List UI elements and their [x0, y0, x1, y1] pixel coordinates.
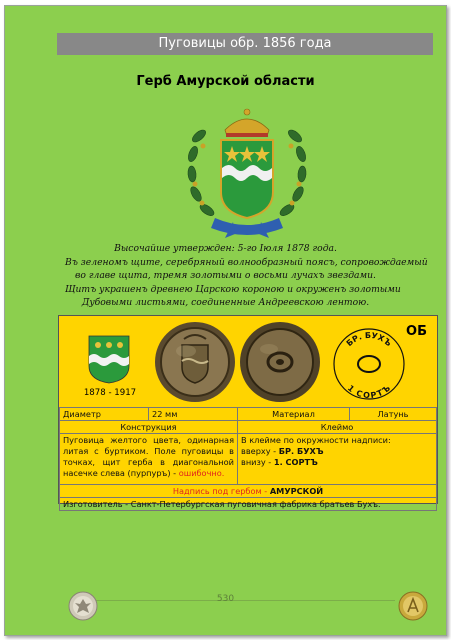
coat-of-arms-title: Герб Амурской области	[136, 74, 315, 89]
description-line: во главе щита, тремя золотыми о восьми лучахъ звездами.	[75, 270, 376, 282]
material-label: Материал	[238, 408, 350, 421]
description-line: Высочайше утвержден: 5-го Іюля 1878 года.	[114, 243, 337, 254]
stamp-bottom-prefix: внизу -	[241, 457, 272, 467]
button-back-photo	[239, 321, 321, 403]
diameter-label: Диаметр	[60, 408, 149, 421]
under-arms-row	[60, 485, 437, 498]
construction-text-cell	[60, 434, 238, 485]
stamp-top-value: БР. БУХЪ	[278, 446, 324, 456]
construction-header: Конструкция	[60, 421, 238, 434]
description-line: Дубовыми листьями, соединенные Андреевскою лентою.	[81, 297, 370, 309]
stamp-intro: В клейме по окружности надписи:	[241, 435, 391, 445]
construction-highlight: ошибочно.	[178, 468, 225, 478]
under-arms-value: АМУРСКОЙ	[269, 486, 324, 496]
page-header-banner: Пуговицы обр. 1856 года	[57, 33, 433, 55]
material-value: Латунь	[350, 408, 437, 421]
stamp-top-text: БР. БУХЪ	[344, 330, 394, 349]
button-info-card	[58, 315, 438, 509]
catalog-code: ОБ	[406, 324, 427, 339]
arms-description	[65, 242, 428, 310]
manufacturer-row: Изготовитель - Санкт-Петербургская пуговичная фабрика братьев Бухъ.	[60, 498, 437, 511]
stamp-header: Клеймо	[238, 421, 437, 434]
stamp-top-prefix: вверху -	[241, 446, 277, 456]
under-arms-prefix: Надпись под гербом -	[172, 486, 268, 496]
description-line: Щитъ украшенъ древнею Царскою короною и окруженъ золотыми	[65, 283, 401, 295]
stamp-drawing	[331, 326, 407, 402]
stamp-bottom-text: 1 СОРТЪ	[345, 383, 392, 401]
construction-text: Пуговица желтого цвета, одинарная литая с буртиком. Поле пуговицы в точках, щит герба в диагональной насечке слева (пурпуръ) -	[63, 435, 234, 478]
small-coat-of-arms	[87, 334, 131, 384]
eagle-medallion-icon	[68, 591, 98, 621]
button-front-photo	[154, 321, 236, 403]
stamp-text-cell	[238, 434, 437, 485]
button-specs-table	[59, 407, 437, 511]
description-line: Въ зеленомъ щите, серебряный волнообразный поясъ, сопровождаемый	[65, 256, 428, 268]
stamp-bottom-value: 1. СОРТЪ	[273, 457, 318, 467]
catalog-page	[4, 5, 447, 636]
years-label: 1878 - 1917	[83, 388, 137, 398]
coat-of-arms-illustration	[185, 106, 309, 238]
card-image-row	[59, 316, 437, 406]
diameter-value: 22 мм	[149, 408, 238, 421]
page-number: 530	[216, 594, 235, 604]
monogram-medallion-icon	[398, 591, 428, 621]
